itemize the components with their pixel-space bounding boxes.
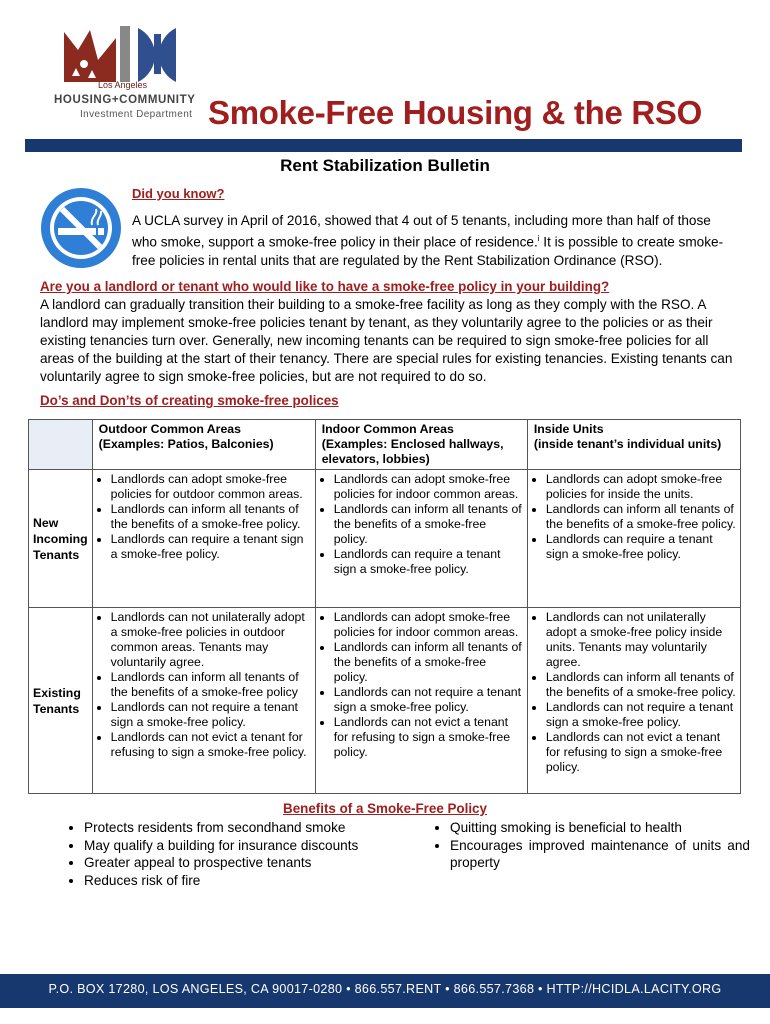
list-item: • Encourages improved maintenance of units and property (450, 837, 750, 872)
list-item: • Landlords can adopt smoke-free policies for indoor common areas. (334, 610, 523, 640)
table-corner-cell (29, 420, 93, 470)
table-cell (527, 470, 740, 608)
question-body: A landlord can gradually transition their building to a smoke-free facility as long as they comply with the RSO. A landlord may implement smoke-free policies tenant by tenant, as they voluntarily agree to the policies or as their existing tenancies turn over. Generally, new incoming tenants can be required to sign smoke-free policies for all areas of the building at the start of their tenancy. There are special rules for existing tenancies. Existing tenants can voluntarily agree to sign smoke-free policies, but are not required to do so. (40, 297, 733, 384)
list-item: • Landlords can inform all tenants of the benefits of a smoke-free policy. (334, 502, 523, 547)
page-title: Smoke-Free Housing & the RSO (208, 94, 703, 131)
logo-department: Investment Department (80, 109, 193, 120)
list-item: • Landlords can not evict a tenant for refusing to sign a smoke-free policy. (334, 715, 523, 760)
list-item: • Landlords can not unilaterally adopt a smoke-free policy inside units. Tenants may voluntarily agree. (546, 610, 736, 670)
column-subtitle: (Examples: Enclosed hallways, elevators, lobbies) (321, 437, 504, 466)
list-item: • Landlords can require a tenant sign a smoke-free policy. (546, 532, 736, 562)
no-smoking-icon (40, 187, 122, 269)
list-item: • Landlords can inform all tenants of the benefits of a smoke-free policy. (111, 502, 311, 532)
column-title: Outdoor Common Areas (98, 422, 241, 436)
did-you-know-body (132, 212, 732, 270)
table-row (29, 470, 741, 608)
dos-donts-heading: Do’s and Don’ts of creating smoke-free polices (40, 393, 339, 408)
logo-name: HOUSING+COMMUNITY (54, 94, 196, 106)
did-you-know-text-2: It is possible to create smoke-free policies in rental units that are regulated by the Rent Stabilization Ordinance (RSO). (132, 234, 724, 268)
table-header-cell (527, 420, 740, 470)
row-label-line: Incoming (33, 531, 88, 546)
list-item: • Landlords can require a tenant sign a smoke-free policy. (334, 547, 523, 577)
column-title: Inside Units (533, 422, 604, 436)
table-cell (92, 608, 315, 794)
list-item: • Landlords can inform all tenants of the benefits of a smoke-free policy. (546, 670, 736, 700)
dos-donts-table (28, 419, 741, 794)
table-cell (92, 470, 315, 608)
did-you-know-heading: Did you know? (132, 186, 225, 201)
list-item: • Landlords can inform all tenants of the benefits of a smoke-free policy. (546, 502, 736, 532)
list-item: • Landlords can adopt smoke-free policies for indoor common areas. (334, 472, 523, 502)
column-subtitle: (inside tenant’s individual units) (533, 437, 722, 451)
question-heading: Are you a landlord or tenant who would like to have a smoke-free policy in your building? (40, 279, 610, 294)
list-item: • Greater appeal to prospective tenants (84, 854, 404, 872)
list-item: • Landlords can not require a tenant sign a smoke-free policy. (546, 700, 736, 730)
list-item: • Landlords can adopt smoke-free policies for outdoor common areas. (111, 472, 311, 502)
table-header-cell (315, 420, 527, 470)
table-row (29, 608, 741, 794)
benefits-heading: Benefits of a Smoke-Free Policy (283, 801, 487, 816)
row-label (29, 608, 93, 794)
footnote-mark: i (537, 234, 540, 243)
row-label-line: Tenants (33, 701, 80, 716)
column-title: Indoor Common Areas (321, 422, 454, 436)
list-item: • Reduces risk of fire (84, 872, 404, 890)
did-you-know-text-1: A UCLA survey in April of 2016, showed that 4 out of 5 tenants, including more than half of those who smoke, support a smoke-free policy in their place of residence. (132, 213, 711, 250)
list-item: • Landlords can not evict a tenant for refusing to sign a smoke-free policy. (111, 730, 311, 760)
list-item: • Landlords can inform all tenants of the benefits of a smoke-free policy (111, 670, 311, 700)
row-label (29, 470, 93, 608)
table-cell (527, 608, 740, 794)
logo-city: Los Angeles (98, 80, 148, 90)
table-header-row (29, 420, 741, 470)
list-item: • Landlords can require a tenant sign a smoke-free policy. (111, 532, 311, 562)
benefits-list-right (430, 819, 750, 872)
list-item: • Landlords can inform all tenants of the benefits of a smoke-free policy. (334, 640, 523, 685)
list-item: • Landlords can adopt smoke-free policies for inside the units. (546, 472, 736, 502)
column-subtitle: (Examples: Patios, Balconies) (98, 437, 274, 451)
benefits-list-left (64, 819, 404, 889)
table-cell (315, 470, 527, 608)
list-item: • May qualify a building for insurance discounts (84, 837, 404, 855)
row-label-line: Existing (33, 685, 81, 700)
subtitle: Rent Stabilization Bulletin (280, 156, 490, 175)
list-item: • Landlords can not require a tenant sign a smoke-free policy. (334, 685, 523, 715)
benefits-heading-wrap (0, 801, 770, 816)
list-item: • Landlords can not require a tenant sign a smoke-free policy. (111, 700, 311, 730)
footer-contact: P.O. BOX 17280, LOS ANGELES, CA 90017-0280 • 866.557.RENT • 866.557.7368 • HTTP://HCIDLA.LACITY.ORG (48, 982, 722, 996)
list-item: • Landlords can not unilaterally adopt a smoke-free policies in outdoor common areas. Tenants may voluntarily agree. (111, 610, 311, 670)
list-item: • Landlords can not evict a tenant for refusing to sign a smoke-free policy. (546, 730, 736, 775)
hcidla-logo (48, 14, 218, 122)
row-label-line: Tenants (33, 547, 80, 562)
list-item: • Quitting smoking is beneficial to health (450, 819, 750, 837)
table-cell (315, 608, 527, 794)
table-header-cell (92, 420, 315, 470)
row-label-line: New (33, 515, 59, 530)
list-item: • Protects residents from secondhand smoke (84, 819, 404, 837)
